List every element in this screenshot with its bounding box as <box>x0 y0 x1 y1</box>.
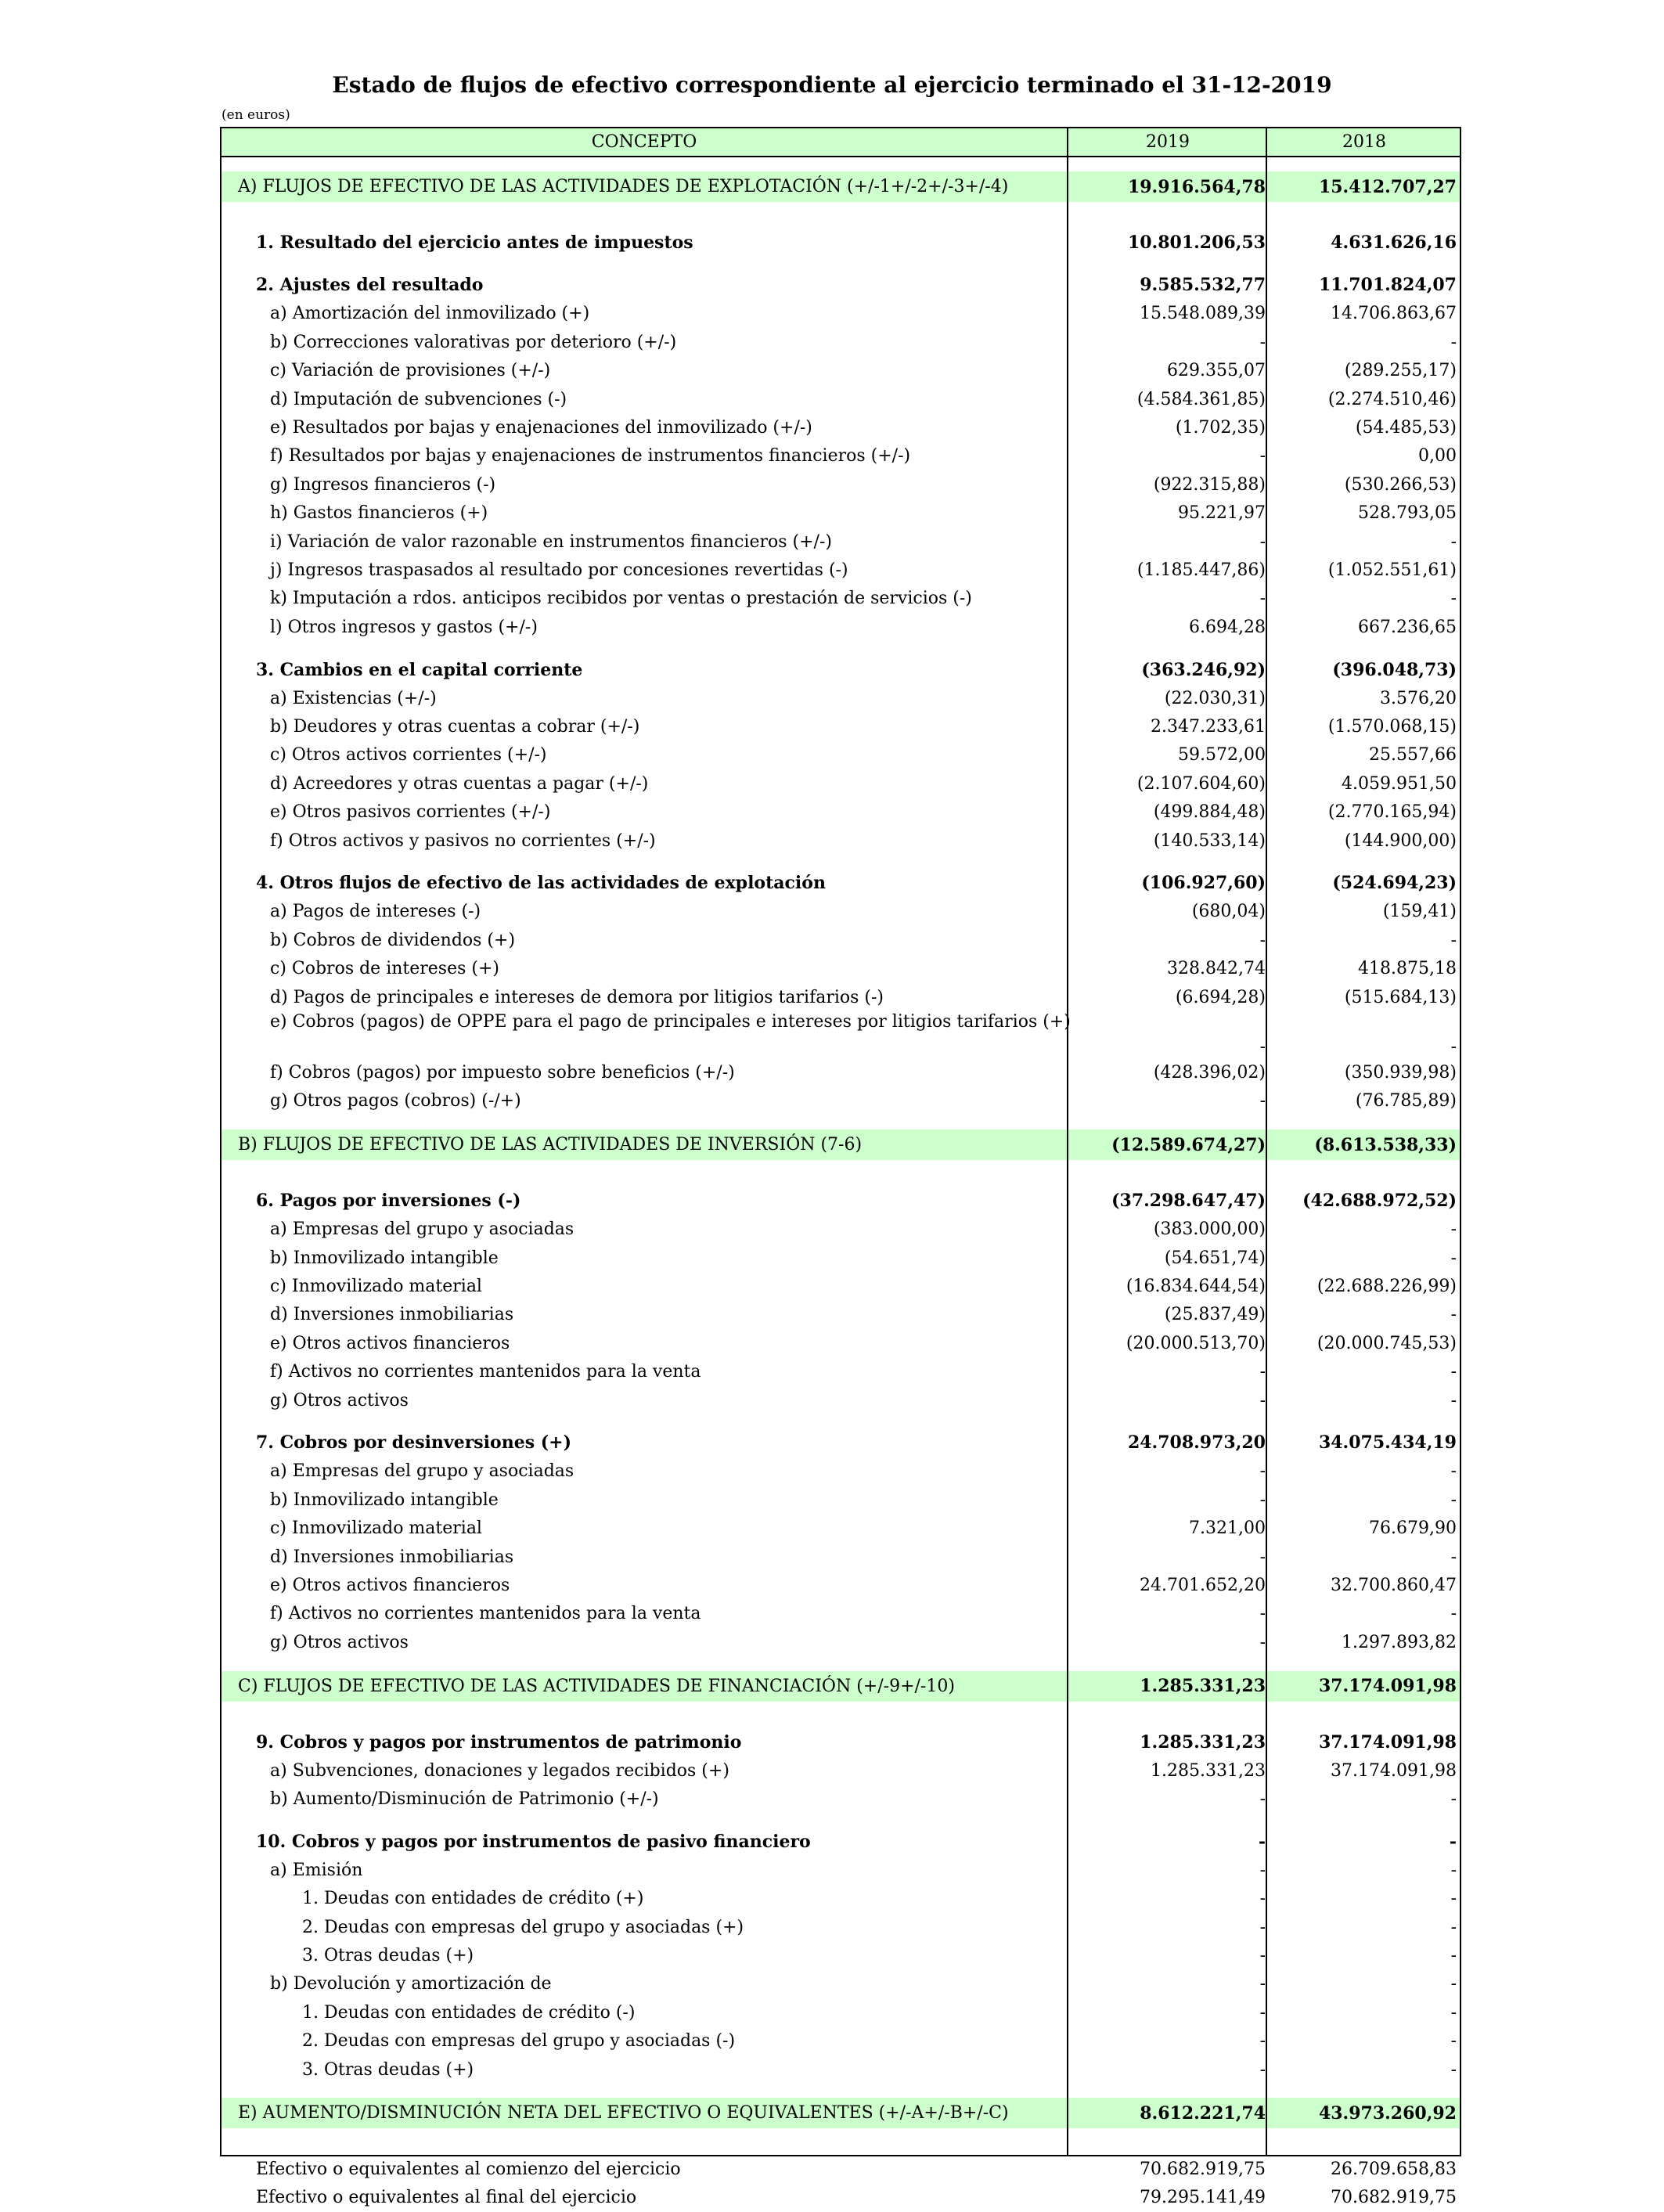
page-title: Estado de flujos de efectivo correspondiente al ejercicio terminado el 31-12-2019 <box>332 72 1332 98</box>
value-2019: 79.295.141,49 <box>1140 2188 1266 2208</box>
table-row <box>222 1386 1460 1414</box>
table-row <box>222 499 1460 528</box>
table-row <box>222 1543 1460 1571</box>
value-2019: 7.321,00 <box>1189 1518 1266 1539</box>
row-label: e) Resultados por bajas y enajenaciones del inmovilizado (+/-) <box>270 417 812 438</box>
value-2019: (363.246,92) <box>1141 659 1266 680</box>
row-label: g) Otros activos <box>270 1632 409 1652</box>
table-row <box>222 1301 1460 1329</box>
value-2018: (524.694,23) <box>1332 873 1457 894</box>
value-2018: - <box>1450 1362 1457 1382</box>
row-label: g) Ingresos financieros (-) <box>270 474 496 495</box>
row-label: 2. Deudas con empresas del grupo y asociadas (+) <box>302 1917 744 1937</box>
value-2019: - <box>1258 1831 1266 1852</box>
value-2019: 6.694,28 <box>1189 617 1266 637</box>
value-2018: - <box>1450 1490 1457 1510</box>
row-label: b) Aumento/Disminución de Patrimonio (+/-) <box>270 1789 659 1809</box>
value-2019: 59.572,00 <box>1178 745 1266 766</box>
table-row <box>222 229 1460 257</box>
table-row <box>222 741 1460 769</box>
value-2019: - <box>1259 1889 1266 1909</box>
table-row <box>222 1785 1460 1813</box>
table-row <box>222 1358 1460 1386</box>
row-label: c) Otros activos corrientes (+/-) <box>270 745 547 766</box>
row-label: 3. Otras deudas (+) <box>302 2059 474 2080</box>
row-label: c) Variación de provisiones (+/-) <box>270 361 551 381</box>
row-label: g) Otros pagos (cobros) (-/+) <box>270 1091 521 1111</box>
value-2019: (37.298.647,47) <box>1111 1191 1266 1212</box>
value-2018: 15.412.707,27 <box>1318 176 1457 197</box>
row-label: A) FLUJOS DE EFECTIVO DE LAS ACTIVIDADES DE EXPLOTACIÓN (+/-1+/-2+/-3+/-4) <box>238 177 1009 196</box>
value-2019: 70.682.919,75 <box>1140 2159 1266 2179</box>
row-label: b) Cobros de dividendos (+) <box>270 930 516 950</box>
value-2019: - <box>1259 2031 1266 2052</box>
header-2018: 2018 <box>1342 132 1386 152</box>
value-2019: 24.708.973,20 <box>1127 1432 1266 1454</box>
value-2019: 328.842,74 <box>1167 959 1266 979</box>
table-row <box>222 1970 1460 1998</box>
header-2019: 2019 <box>1146 132 1190 152</box>
table-row <box>222 1913 1460 1941</box>
value-2019: 95.221,97 <box>1178 503 1266 524</box>
section-row <box>222 171 1460 202</box>
value-2019: 8.612.221,74 <box>1140 2102 1266 2124</box>
value-2018: (54.485,53) <box>1355 417 1457 438</box>
value-2018: - <box>1450 1945 1457 1965</box>
value-2019: (922.315,88) <box>1153 474 1266 495</box>
table-row <box>222 300 1460 328</box>
value-2018: (42.688.972,52) <box>1302 1191 1457 1212</box>
value-2018: 37.174.091,98 <box>1318 1731 1457 1753</box>
row-label: 6. Pagos por inversiones (-) <box>256 1191 521 1212</box>
table-row <box>222 1428 1460 1457</box>
value-2018: - <box>1450 1461 1457 1482</box>
row-label: 2. Ajustes del resultado <box>256 275 484 296</box>
table-row <box>222 1187 1460 1215</box>
value-2018: 43.973.260,92 <box>1318 2102 1457 2124</box>
value-2019: (106.927,60) <box>1141 873 1266 894</box>
value-2018: - <box>1450 589 1457 609</box>
row-label: a) Subvenciones, donaciones y legados recibidos (+) <box>270 1760 729 1781</box>
row-label: d) Imputación de subvenciones (-) <box>270 389 567 409</box>
value-2019: - <box>1259 930 1266 950</box>
value-2019: - <box>1259 332 1266 352</box>
value-2019: 1.285.331,23 <box>1140 1676 1266 1697</box>
row-label: 3. Cambios en el capital corriente <box>256 659 583 680</box>
value-2019: - <box>1259 1461 1266 1482</box>
table-row <box>222 470 1460 499</box>
row-label: c) Inmovilizado material <box>270 1518 482 1539</box>
value-2018: (20.000.745,53) <box>1316 1333 1457 1353</box>
row-label: f) Activos no corrientes mantenidos para la venta <box>270 1362 701 1382</box>
table-row <box>222 1244 1460 1272</box>
value-2019: (140.533,14) <box>1153 830 1266 851</box>
value-2018: - <box>1450 1917 1457 1937</box>
table-row <box>222 827 1460 855</box>
table-row <box>222 712 1460 740</box>
table-row <box>222 1756 1460 1785</box>
row-label: g) Otros activos <box>270 1390 409 1410</box>
section-row <box>222 1129 1460 1160</box>
table-row <box>222 1600 1460 1628</box>
table-row <box>222 983 1460 1011</box>
value-2019: - <box>1259 1362 1266 1382</box>
value-2018: 3.576,20 <box>1380 688 1457 708</box>
table-row <box>222 1628 1460 1656</box>
row-label: i) Variación de valor razonable en instrumentos financieros (+/-) <box>270 531 832 552</box>
row-label: c) Cobros de intereses (+) <box>270 959 499 979</box>
value-2019: 10.801.206,53 <box>1127 232 1266 253</box>
value-2018: 667.236,65 <box>1358 617 1457 637</box>
value-2018: (2.274.510,46) <box>1327 389 1457 409</box>
table-row <box>222 1885 1460 1913</box>
value-2018: - <box>1450 930 1457 950</box>
table-row <box>222 1998 1460 2026</box>
row-label: C) FLUJOS DE EFECTIVO DE LAS ACTIVIDADES DE FINANCIACIÓN (+/-9+/-10) <box>238 1676 955 1696</box>
value-2018: - <box>1449 1831 1457 1852</box>
row-label: 10. Cobros y pagos por instrumentos de pasivo financiero <box>256 1831 811 1852</box>
row-label: a) Emisión <box>270 1860 363 1880</box>
row-label: e) Cobros (pagos) de OPPE para el pago de principales e intereses por litigios tarifarios (+) <box>270 1012 1071 1032</box>
value-2019: - <box>1259 589 1266 609</box>
value-2019: 629.355,07 <box>1167 361 1266 381</box>
value-2019: - <box>1259 1547 1266 1567</box>
value-2018: (8.613.538,33) <box>1314 1134 1457 1155</box>
value-2018: 70.682.919,75 <box>1331 2188 1457 2208</box>
value-2019: - <box>1259 1789 1266 1809</box>
row-label: a) Existencias (+/-) <box>270 688 437 708</box>
value-2018: 14.706.863,67 <box>1331 304 1457 324</box>
row-label: f) Otros activos y pasivos no corrientes (+/-) <box>270 830 656 851</box>
value-2018: - <box>1450 1974 1457 1994</box>
value-2019: - <box>1259 1860 1266 1880</box>
section-row <box>222 1671 1460 1702</box>
table-row <box>222 869 1460 897</box>
value-2019: - <box>1259 1974 1266 1994</box>
value-2018: - <box>1450 1248 1457 1268</box>
value-2019: - <box>1259 1604 1266 1624</box>
value-2018: 25.557,66 <box>1369 745 1457 766</box>
value-2019: 1.285.331,23 <box>1151 1760 1266 1781</box>
table-row <box>222 556 1460 584</box>
table-row <box>222 442 1460 470</box>
table-row <box>222 2027 1460 2055</box>
row-label: c) Inmovilizado material <box>270 1276 482 1296</box>
row-label: a) Empresas del grupo y asociadas <box>270 1461 574 1482</box>
value-2018: - <box>1450 2002 1457 2023</box>
table-row <box>222 1457 1460 1486</box>
value-2018: - <box>1450 332 1457 352</box>
value-2019: (499.884,48) <box>1153 802 1266 823</box>
value-2019: (1.702,35) <box>1175 417 1266 438</box>
value-2018: (1.570.068,15) <box>1327 716 1457 737</box>
row-label: Efectivo o equivalentes al comienzo del ejercicio <box>256 2159 681 2179</box>
value-2018: - <box>1450 531 1457 552</box>
row-label: 7. Cobros por desinversiones (+) <box>256 1432 572 1454</box>
value-2018: - <box>1450 1390 1457 1410</box>
value-2018: - <box>1450 2059 1457 2080</box>
table-row <box>222 1571 1460 1599</box>
table-row <box>222 1486 1460 1514</box>
value-2019: (2.107.604,60) <box>1136 773 1266 794</box>
value-2019: (1.185.447,86) <box>1136 560 1266 580</box>
row-label: e) Otros activos financieros <box>270 1333 510 1353</box>
value-2018: (144.900,00) <box>1344 830 1457 851</box>
row-label: 1. Resultado del ejercicio antes de impuestos <box>256 232 693 253</box>
value-2019: - <box>1259 1037 1266 1057</box>
units-note: (en euros) <box>222 107 290 123</box>
row-label: f) Resultados por bajas y enajenaciones de instrumentos financieros (+/-) <box>270 446 911 467</box>
row-label: d) Inversiones inmobiliarias <box>270 1305 514 1325</box>
value-2019: (22.030,31) <box>1164 688 1266 708</box>
row-label: 3. Otras deudas (+) <box>302 1945 474 1965</box>
table-row <box>222 413 1460 441</box>
value-2018: (530.266,53) <box>1344 474 1457 495</box>
row-label: e) Otros pasivos corrientes (+/-) <box>270 802 551 823</box>
value-2019: 2.347.233,61 <box>1151 716 1266 737</box>
row-label: a) Empresas del grupo y asociadas <box>270 1219 574 1240</box>
value-2019: - <box>1259 1091 1266 1111</box>
cash-flow-table <box>220 127 1461 2208</box>
value-2019: (16.834.644,54) <box>1126 1276 1266 1296</box>
row-label: a) Pagos de intereses (-) <box>270 902 481 922</box>
value-2019: (12.589.674,27) <box>1111 1134 1266 1155</box>
value-2018: (1.052.551,61) <box>1327 560 1457 580</box>
value-2019: - <box>1259 1945 1266 1965</box>
table-row <box>222 798 1460 827</box>
value-2018: - <box>1450 1860 1457 1880</box>
value-2018: 0,00 <box>1418 446 1457 467</box>
table-row <box>222 2155 1460 2183</box>
header-concept: CONCEPTO <box>591 132 697 152</box>
value-2019: (680,04) <box>1191 902 1266 922</box>
row-label: d) Pagos de principales e intereses de demora por litigios tarifarios (-) <box>270 987 884 1007</box>
value-2018: (289.255,17) <box>1344 361 1457 381</box>
row-label: Efectivo o equivalentes al final del ejercicio <box>256 2188 637 2208</box>
value-2019: 1.285.331,23 <box>1140 1731 1266 1753</box>
value-2018: 4.059.951,50 <box>1342 773 1457 794</box>
value-2018: (396.048,73) <box>1332 659 1457 680</box>
value-2018: 418.875,18 <box>1358 959 1457 979</box>
value-2018: - <box>1450 1219 1457 1240</box>
row-label: B) FLUJOS DE EFECTIVO DE LAS ACTIVIDADES DE INVERSIÓN (7-6) <box>238 1135 863 1155</box>
row-label: b) Inmovilizado intangible <box>270 1248 499 1268</box>
row-label: b) Inmovilizado intangible <box>270 1490 499 1510</box>
row-label: 2. Deudas con empresas del grupo y asociadas (-) <box>302 2031 736 2052</box>
table-row <box>222 528 1460 556</box>
row-label: E) AUMENTO/DISMINUCIÓN NETA DEL EFECTIVO O EQUIVALENTES (+/-A+/-B+/-C) <box>238 2103 1009 2124</box>
table-row <box>222 1728 1460 1756</box>
table-row <box>222 656 1460 684</box>
row-label: b) Deudores y otras cuentas a cobrar (+/-) <box>270 716 640 737</box>
table-row <box>222 613 1460 641</box>
table-row <box>222 271 1460 299</box>
value-2018: - <box>1450 1305 1457 1325</box>
value-2019: (4.584.361,85) <box>1136 389 1266 409</box>
value-2019: (54.651,74) <box>1164 1248 1266 1268</box>
value-2018: - <box>1450 2031 1457 2052</box>
value-2018: 1.297.893,82 <box>1342 1632 1457 1652</box>
value-2018: 528.793,05 <box>1358 503 1457 524</box>
value-2019: - <box>1259 1917 1266 1937</box>
value-2019: - <box>1259 1490 1266 1510</box>
table-row <box>222 1011 1460 1058</box>
value-2018: 34.075.434,19 <box>1318 1432 1457 1454</box>
value-2019: (6.694,28) <box>1175 987 1266 1007</box>
value-2018: 4.631.626,16 <box>1331 232 1457 253</box>
table-row <box>222 1828 1460 1856</box>
table-row <box>222 1272 1460 1300</box>
row-label: f) Activos no corrientes mantenidos para la venta <box>270 1604 701 1624</box>
table-row <box>222 328 1460 356</box>
value-2019: 15.548.089,39 <box>1140 304 1266 324</box>
row-label: j) Ingresos traspasados al resultado por concesiones revertidas (-) <box>270 560 848 580</box>
table-row <box>222 385 1460 413</box>
value-2018: - <box>1450 1789 1457 1809</box>
table-row <box>222 769 1460 798</box>
table-row <box>222 684 1460 712</box>
value-2019: (20.000.513,70) <box>1126 1333 1266 1353</box>
row-label: f) Cobros (pagos) por impuesto sobre beneficios (+/-) <box>270 1062 735 1083</box>
table-row <box>222 926 1460 954</box>
row-label: b) Devolución y amortización de <box>270 1974 552 1994</box>
value-2018: (159,41) <box>1382 902 1457 922</box>
table-row <box>222 955 1460 983</box>
value-2019: 24.701.652,20 <box>1140 1575 1266 1595</box>
value-2018: - <box>1450 1889 1457 1909</box>
row-label: d) Acreedores y otras cuentas a pagar (+/-) <box>270 773 649 794</box>
value-2019: - <box>1259 446 1266 467</box>
row-label: 4. Otros flujos de efectivo de las actividades de explotación <box>256 873 826 894</box>
row-label: l) Otros ingresos y gastos (+/-) <box>270 617 538 637</box>
value-2018: 76.679,90 <box>1369 1518 1457 1539</box>
row-label: b) Correcciones valorativas por deterioro (+/-) <box>270 332 677 352</box>
row-label: k) Imputación a rdos. anticipos recibidos por ventas o prestación de servicios (-) <box>270 589 972 609</box>
value-2019: (428.396,02) <box>1153 1062 1266 1083</box>
table-row <box>222 898 1460 926</box>
value-2019: - <box>1259 531 1266 552</box>
row-label: a) Amortización del inmovilizado (+) <box>270 304 590 324</box>
table-row <box>222 1856 1460 1884</box>
value-2019: 19.916.564,78 <box>1127 176 1266 197</box>
table-row <box>222 1941 1460 1969</box>
row-label: 9. Cobros y pagos por instrumentos de patrimonio <box>256 1731 742 1753</box>
column-divider <box>1067 128 1068 2155</box>
table-row <box>222 357 1460 385</box>
table-row <box>222 2055 1460 2084</box>
value-2018: (76.785,89) <box>1355 1091 1457 1111</box>
row-label: e) Otros activos financieros <box>270 1575 510 1595</box>
column-divider <box>1266 128 1267 2155</box>
value-2019: - <box>1259 2059 1266 2080</box>
row-label: 1. Deudas con entidades de crédito (-) <box>302 2002 636 2023</box>
value-2018: 32.700.860,47 <box>1331 1575 1457 1595</box>
table-row <box>222 2184 1460 2212</box>
row-label: d) Inversiones inmobiliarias <box>270 1547 514 1567</box>
value-2018: 26.709.658,83 <box>1331 2159 1457 2179</box>
value-2018: (515.684,13) <box>1344 987 1457 1007</box>
value-2018: - <box>1450 1604 1457 1624</box>
table-header <box>222 128 1460 157</box>
table-row <box>222 1087 1460 1115</box>
value-2019: - <box>1259 2002 1266 2023</box>
value-2019: - <box>1259 1632 1266 1652</box>
table-row <box>222 585 1460 613</box>
row-label: 1. Deudas con entidades de crédito (+) <box>302 1889 644 1909</box>
value-2019: - <box>1259 1390 1266 1410</box>
value-2018: (22.688.226,99) <box>1316 1276 1457 1296</box>
value-2018: (2.770.165,94) <box>1327 802 1457 823</box>
value-2019: (25.837,49) <box>1164 1305 1266 1325</box>
value-2018: - <box>1450 1547 1457 1567</box>
row-label: h) Gastos financieros (+) <box>270 503 488 524</box>
table-row <box>222 1329 1460 1357</box>
value-2019: 9.585.532,77 <box>1140 275 1266 296</box>
section-row <box>222 2098 1460 2128</box>
value-2018: - <box>1450 1037 1457 1057</box>
table-row <box>222 1216 1460 1244</box>
table-row <box>222 1058 1460 1086</box>
value-2018: (350.939,98) <box>1344 1062 1457 1083</box>
table-row <box>222 1515 1460 1543</box>
value-2018: 11.701.824,07 <box>1318 275 1457 296</box>
value-2018: 37.174.091,98 <box>1331 1760 1457 1781</box>
value-2018: 37.174.091,98 <box>1318 1676 1457 1697</box>
value-2019: (383.000,00) <box>1153 1219 1266 1240</box>
